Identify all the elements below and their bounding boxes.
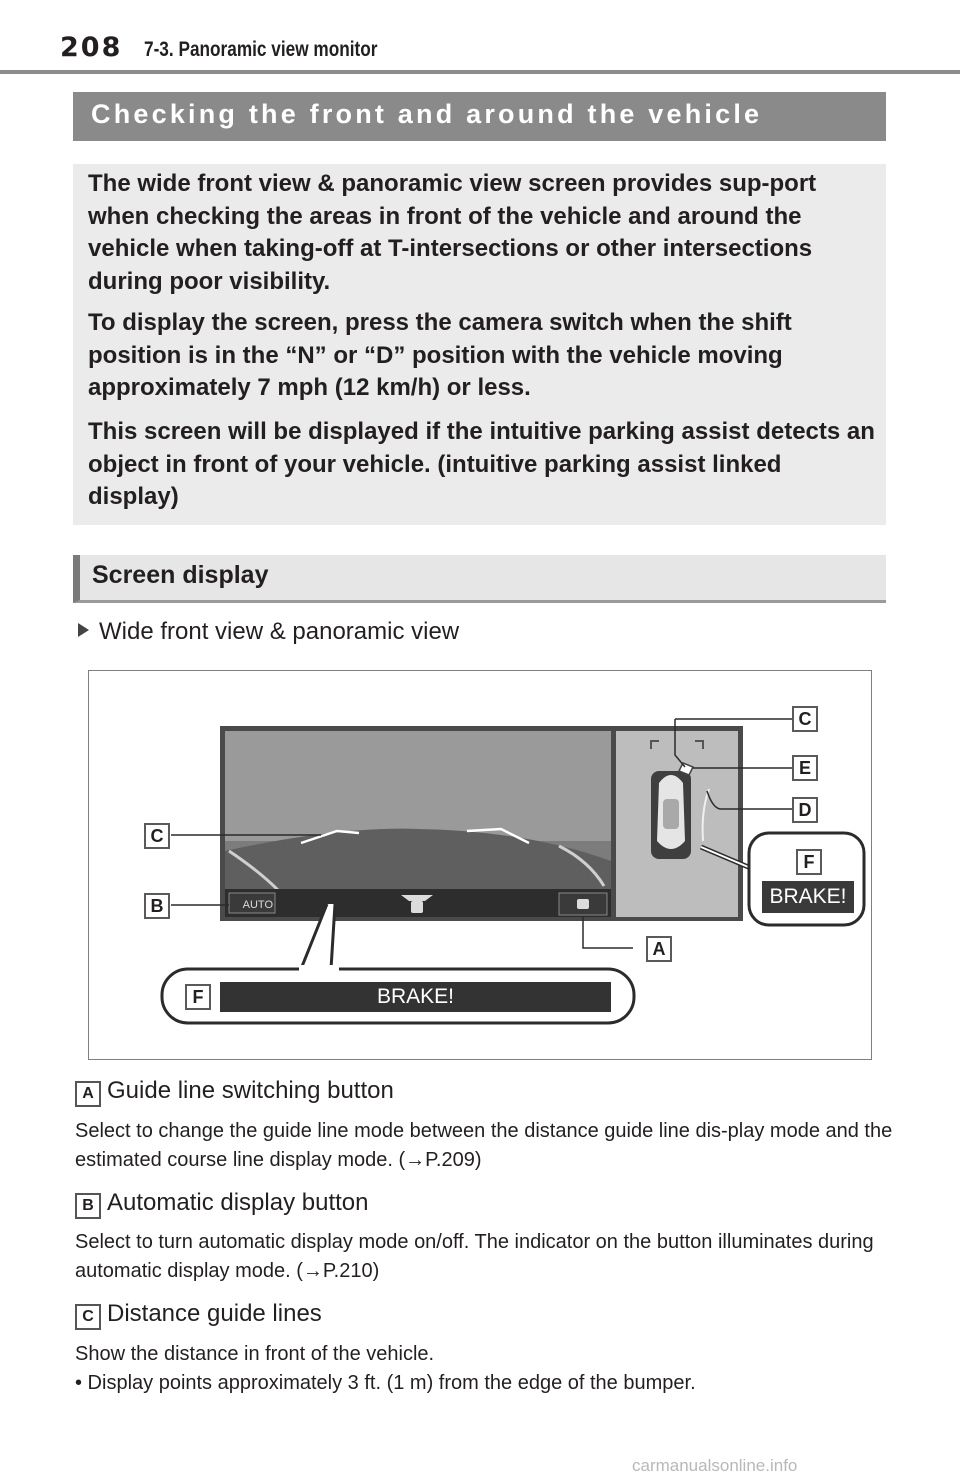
callout-a: A bbox=[646, 936, 672, 962]
triangle-bullet-icon bbox=[78, 623, 89, 637]
callout-e: E bbox=[792, 755, 818, 781]
callout-f-bottom: F bbox=[185, 984, 211, 1010]
item-b-badge: B bbox=[75, 1193, 101, 1219]
intro-heading: Checking the front and around the vehicle bbox=[91, 99, 763, 129]
item-b-title: Automatic display button bbox=[107, 1189, 369, 1216]
intro-paragraph-2: To display the screen, press the camera switch when the shift position is in the “N” or “D” position with the vehicle moving approximately 7 mph (12 km/h) or less. bbox=[88, 309, 792, 402]
item-c-heading bbox=[75, 1300, 322, 1330]
intro-paragraph-1: The wide front view & panoramic view screen provides sup-port when checking the areas in front of the vehicle and around the vehicle when taking-off at T-intersections or other intersections during poor visibility. bbox=[88, 170, 817, 295]
item-a-body: Select to change the guide line mode between the distance guide line dis-play mode and the estimated course line display mode. (→P.209) bbox=[75, 1120, 893, 1171]
callout-c-right: C bbox=[792, 706, 818, 732]
item-c-title: Distance guide lines bbox=[107, 1300, 322, 1327]
guide-line-car-icon bbox=[577, 899, 589, 909]
page-number: 208 bbox=[60, 32, 123, 63]
callout-c-left: C bbox=[144, 823, 170, 849]
brake-warning-bottom: BRAKE! bbox=[376, 985, 455, 1008]
item-c-body: Show the distance in front of the vehicle. bbox=[75, 1343, 435, 1365]
item-b-body: Select to turn automatic display mode on/off. The indicator on the button illuminates during automatic display mode. (→P.210) bbox=[75, 1231, 874, 1282]
view-bullet bbox=[78, 618, 459, 646]
watermark: carmanualsonline.info bbox=[632, 1456, 798, 1475]
item-a-heading bbox=[75, 1077, 394, 1107]
item-a-badge: A bbox=[75, 1081, 101, 1107]
intro-paragraph-3: This screen will be displayed if the intuitive parking assist detects an object in front of your vehicle. (intuitive parking assist linked display) bbox=[88, 418, 875, 511]
section-title: 7-3. Panoramic view monitor bbox=[144, 38, 378, 61]
auto-button-label: AUTO bbox=[242, 899, 273, 911]
screen-display-heading-bar bbox=[73, 555, 886, 603]
item-c-bullet: • Display points approximately 3 ft. (1 m) from the edge of the bumper. bbox=[75, 1372, 696, 1394]
front-sensor-car-icon bbox=[411, 901, 423, 913]
intro-box bbox=[73, 164, 886, 525]
header-rule bbox=[0, 70, 960, 74]
callout-b: B bbox=[144, 893, 170, 919]
brake-warning-right: BRAKE! bbox=[769, 885, 847, 908]
item-b-heading bbox=[75, 1189, 368, 1219]
callout-d: D bbox=[792, 797, 818, 823]
item-a-title: Guide line switching button bbox=[107, 1077, 394, 1104]
callout-f-right: F bbox=[796, 849, 822, 875]
intro-heading-bar bbox=[73, 92, 886, 141]
screen-display-heading: Screen display bbox=[92, 561, 269, 589]
screen-figure bbox=[88, 670, 872, 1060]
view-bullet-text: Wide front view & panoramic view bbox=[99, 618, 460, 645]
item-c-badge: C bbox=[75, 1304, 101, 1330]
